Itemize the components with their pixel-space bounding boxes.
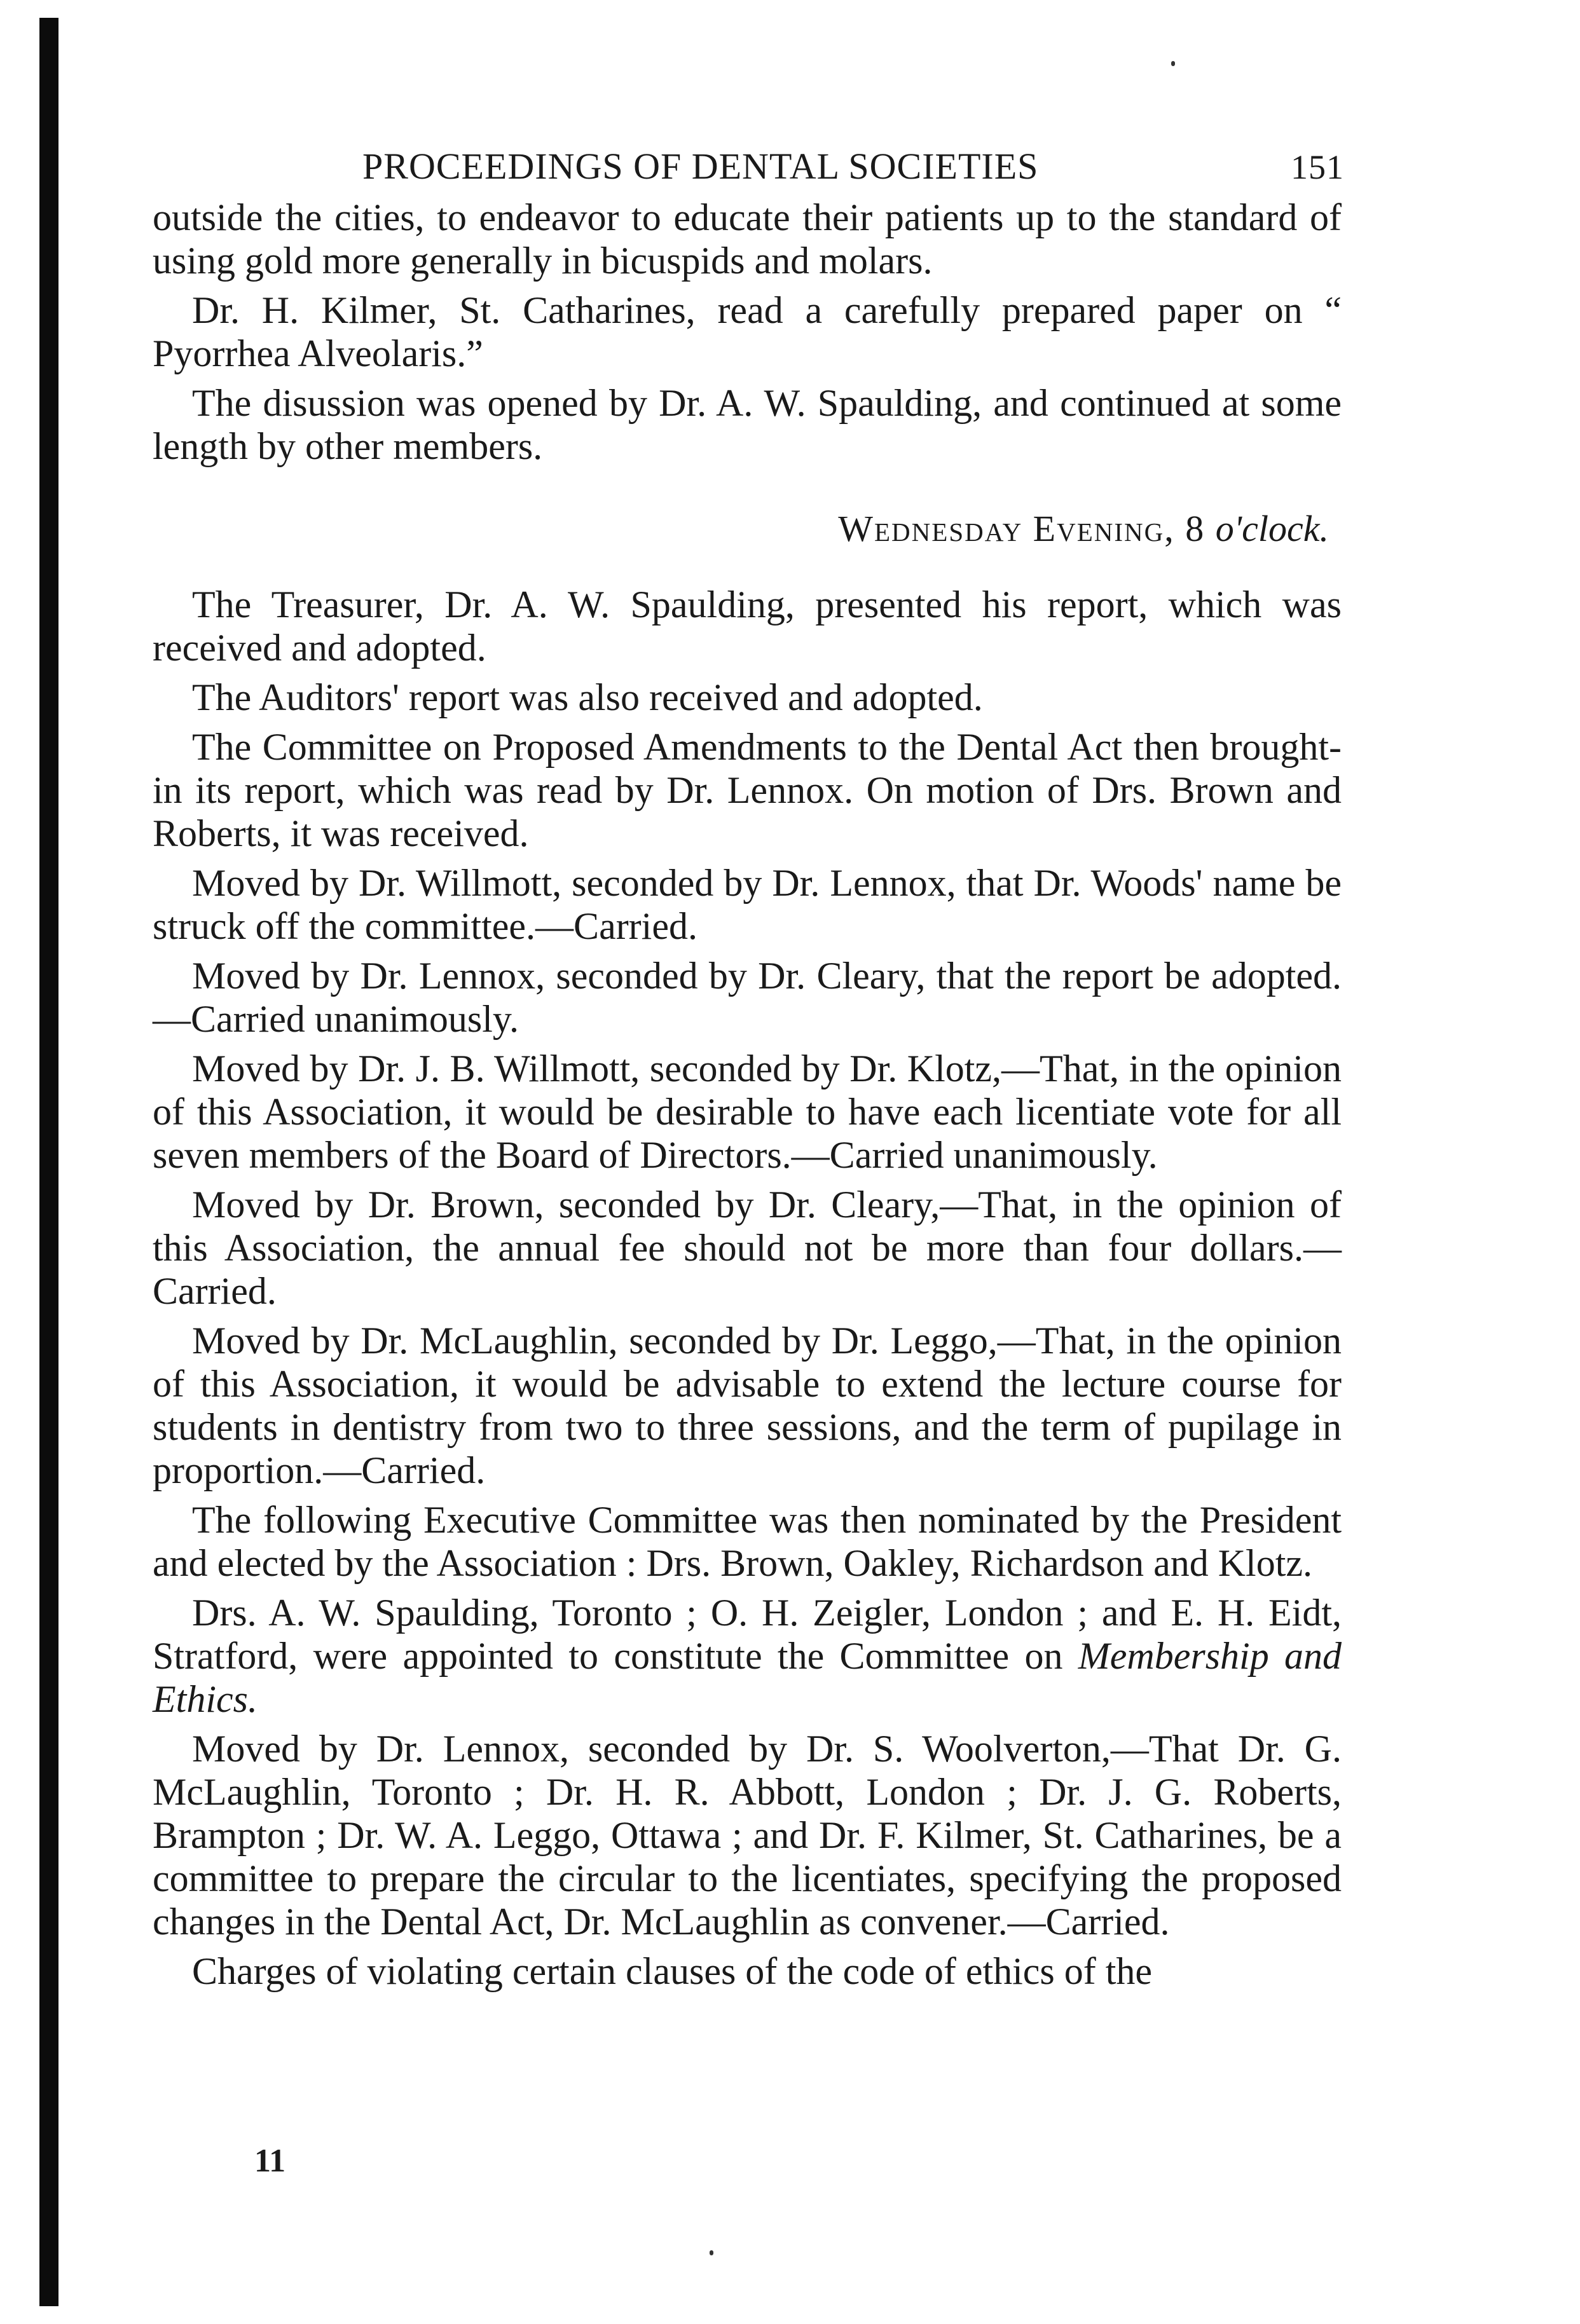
paragraph: Moved by Dr. Willmott, seconded by Dr. Lennox, that Dr. Woods' name be struck off the committee.—Carried. — [153, 862, 1342, 947]
running-head — [153, 145, 1342, 196]
running-title: PROCEEDINGS OF DENTAL SOCIETIES — [362, 146, 1039, 187]
committee-name: Membership and Ethics. — [153, 1635, 1342, 1720]
paragraph: Charges of violating certain clauses of the code of ethics of the — [192, 1950, 1153, 1992]
committee-paragraph — [153, 1591, 1342, 1721]
paragraph: Moved by Dr. J. B. Willmott, seconded by Dr. Klotz,—That, in the opinion of this Association, it would be desirable to have each licentiate vote for all seven members of the Board of Directors.—Carried unanimously. — [153, 1048, 1342, 1176]
paragraph: The following Executive Committee was then nominated by the President and elected by the Association : Drs. Brown, Oakley, Richardson and Klotz. — [153, 1499, 1342, 1584]
paragraph: Moved by Dr. Lennox, seconded by Dr. S. Woolverton,—That Dr. G. McLaughlin, Toronto ; Dr. H. R. Abbott, London ; Dr. J. G. Roberts, Brampton ; Dr. W. A. Leggo, Ottawa ; and Dr. F. Kilmer, St. Catharines, be a committee to prepare the circular to the licentiates, specifying the proposed changes in the Dental Act, Dr. McLaughlin as convener.—Carried. — [153, 1728, 1342, 1943]
scan-speck — [710, 2250, 713, 2255]
body-text — [153, 583, 1342, 1993]
paragraph: outside the cities, to endeavor to educate their patients up to the standard of using gold more generally in bicuspids and molars. — [153, 196, 1342, 282]
paragraph: Moved by Dr. Brown, seconded by Dr. Cleary,—That, in the opinion of this Association, the annual fee should not be more than four dollars.—Carried. — [153, 1184, 1342, 1312]
section-heading-label: Wednesday Evening, 8 — [838, 508, 1206, 549]
paragraph: The Committee on Proposed Amendments to the Dental Act then brought-in its report, which was read by Dr. Lennox. On motion of Drs. Brown and Roberts, it was received. — [153, 726, 1342, 854]
paragraph: The disussion was opened by Dr. A. W. Spaulding, and continued at some length by other members. — [153, 382, 1342, 467]
book-page — [153, 145, 1342, 1999]
binding-edge — [39, 18, 58, 2306]
section-heading — [153, 507, 1342, 550]
paragraph: The Auditors' report was also received and adopted. — [192, 676, 983, 718]
committee-text: Drs. A. W. Spaulding, Toronto ; O. H. Zeigler, London ; and E. H. Eidt, Stratford, were appointed to constitute the Committee on — [153, 1592, 1342, 1677]
paragraph: Moved by Dr. Lennox, seconded by Dr. Cleary, that the report be adopted.—Carried unanimously. — [153, 955, 1342, 1040]
paragraph: The Treasurer, Dr. A. W. Spaulding, presented his report, which was received and adopted. — [153, 584, 1342, 669]
paragraph: Dr. H. Kilmer, St. Catharines, read a carefully prepared paper on “ Pyorrhea Alveolaris.” — [153, 289, 1342, 374]
signature-mark: 11 — [254, 2143, 286, 2179]
page-number: 151 — [1291, 148, 1344, 186]
section-heading-time: o'clock. — [1215, 508, 1329, 549]
paragraph: Moved by Dr. McLaughlin, seconded by Dr. Leggo,—That, in the opinion of this Association, it would be advisable to extend the lecture course for students in dentistry from two to three sessions, and the term of pupilage in proportion.—Carried. — [153, 1320, 1342, 1491]
body-text — [153, 196, 1342, 468]
scan-speck — [1171, 61, 1175, 66]
